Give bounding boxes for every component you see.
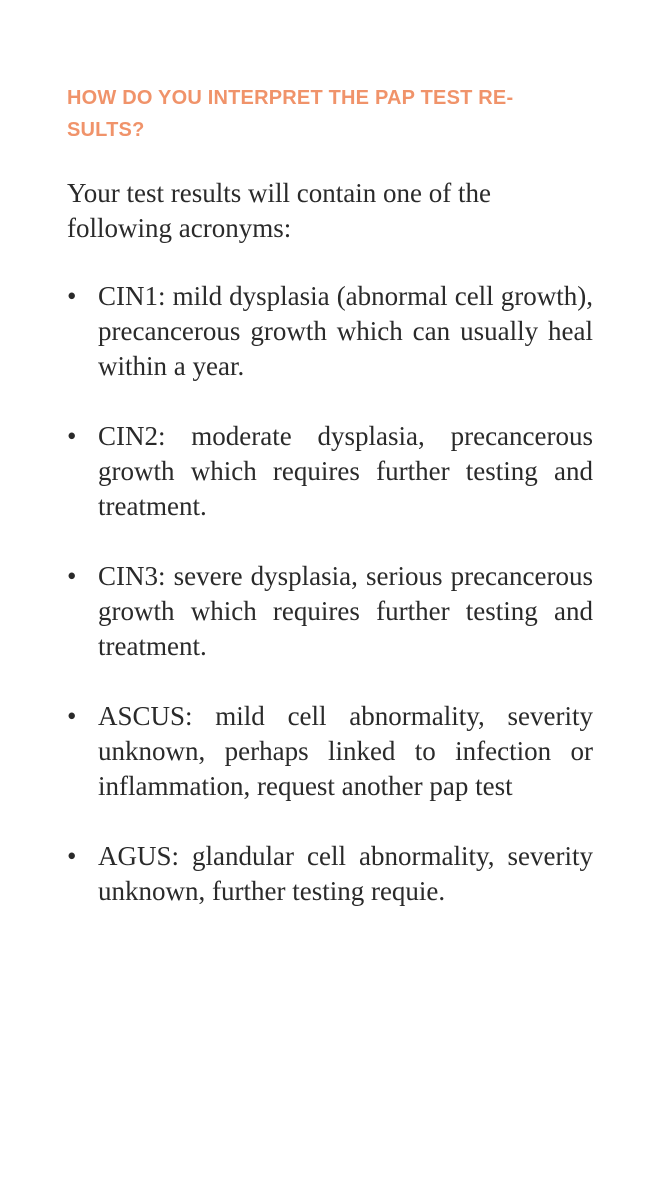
heading-line-2: SULTS?	[67, 119, 145, 141]
list-item	[67, 279, 593, 384]
section-heading	[67, 82, 593, 146]
heading-line-1: HOW DO YOU INTERPRET THE PAP TEST RE-	[67, 87, 514, 109]
list-item-text: CIN3: severe dysplasia, serious precancerous growth which requires further testing and treatment.	[98, 561, 593, 661]
bullet-icon: •	[67, 561, 77, 591]
list-item-text: CIN2: moderate dysplasia, precancerous growth which requires further testing and treatment.	[98, 421, 593, 521]
list-item	[67, 699, 593, 804]
list-item-text: AGUS: glandular cell abnormality, severity unknown, further testing requie.	[98, 841, 593, 906]
list-item	[67, 419, 593, 524]
list-item	[67, 559, 593, 664]
bullet-icon: •	[67, 701, 77, 731]
intro-paragraph: Your test results will contain one of the following acronyms:	[67, 178, 491, 243]
bullet-icon: •	[67, 841, 77, 871]
bullet-icon: •	[67, 281, 77, 311]
bullet-icon: •	[67, 421, 77, 451]
document-page	[67, 82, 593, 944]
list-item-text: CIN1: mild dysplasia (abnormal cell growth), precancerous growth which can usually heal within a year.	[98, 281, 593, 381]
acronym-list	[67, 279, 593, 909]
list-item	[67, 839, 593, 909]
list-item-text: ASCUS: mild cell abnormality, severity unknown, perhaps linked to infection or inflammation, request another pap test	[98, 701, 593, 801]
